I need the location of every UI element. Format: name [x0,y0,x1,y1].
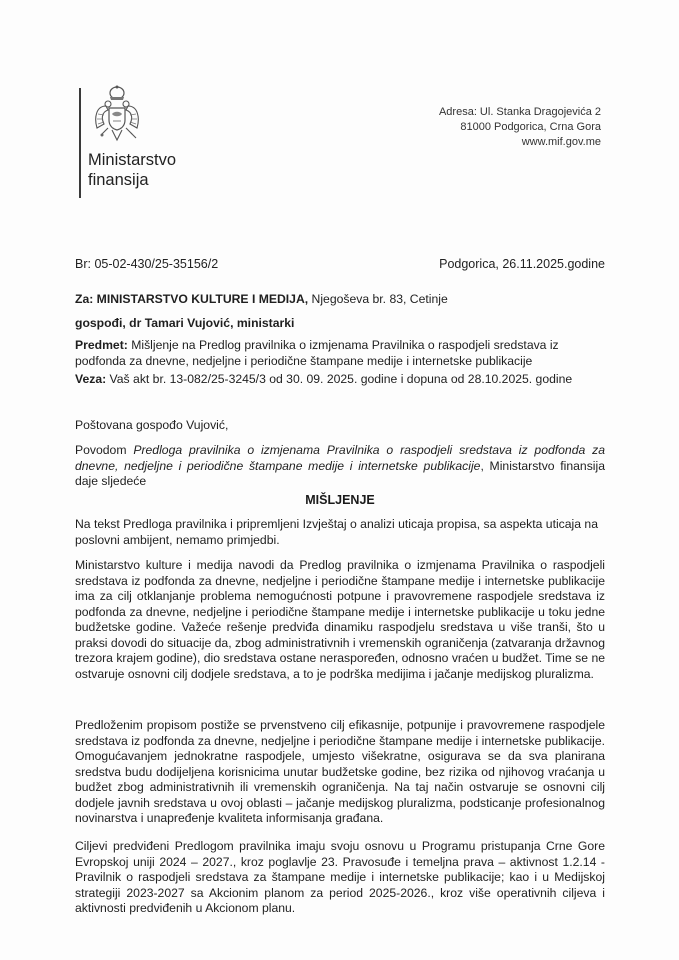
ministry-name-line1: Ministarstvo [88,151,177,169]
reference-link [75,372,605,388]
intro-paragraph [75,443,605,490]
subject-text: Mišljenje na Predlog pravilnika o izmjenama Pravilnika o raspodjeli sredstava iz podfonda za dnevne, nedjeljne i periodične štampane medije i internetske publikacije [75,338,559,368]
paragraph-3: Predloženim propisom postiže se prvenstveno cilj efikasnije, potpunije i pravovremene raspodjele sredstava iz podfonda za dnevne, nedjeljne i periodične štampane medije i internetske publikacije. Omogućavanjem jednokratne raspodjele, umjesto višekratne, osigurava se da sva planirana sredstva budu dodijeljena korisnicima unutar budžetske godine, bez rizika od njihovog vraćanja u budžet zbog administrativnih ili vremenskih ograničenja. Na taj način ostvaruje se osnovni cilj dodjele javnih sredstava u ovoj oblasti – jačanje medijskog pluralizma, podsticanje profesionalnog novinarstva i unapređenje kvaliteta informisanja građana. [75,718,605,825]
recipient-address: Njegoševa br. 83, Cetinje [308,292,448,306]
link-text: Vaš akt br. 13-082/25-3245/3 od 30. 09. 2025. godine i dopuna od 28.10.2025. godine [106,372,573,386]
address-street: Adresa: Ul. Stanka Dragojevića 2 [438,106,601,118]
letterhead-vertical-rule [79,88,81,198]
coat-of-arms-icon [92,84,142,148]
salutation: Poštovana gospođo Vujović, [75,418,229,432]
subject-label: Predmet: [75,338,128,352]
address-city: 81000 Podgorica, Crna Gora [460,121,601,133]
ministry-name-line2: finansija [88,171,149,189]
recipient-person: gospođi, dr Tamari Vujović, ministarki [75,316,295,330]
reference-number: Br: 05-02-430/25-35156/2 [75,257,219,271]
link-label: Veza: [75,372,107,386]
intro-prefix: Povodom [75,443,134,457]
ministry-name [88,150,176,190]
address-website: www.mif.gov.me [521,136,601,148]
opinion-title: MIŠLJENJE [305,493,375,507]
recipient-organization: MINISTARSTVO KULTURE I MEDIJA, [96,292,309,306]
recipient-label: Za: [75,292,94,306]
intro-suffix: , Ministarstvo finansija daje sljedeće [75,458,605,488]
ministry-address [439,105,601,150]
place-date: Podgorica, 26.11.2025.godine [439,257,605,271]
paragraph-4: Ciljevi predviđeni Predlogom pravilnika imaju svoju osnovu u Programu pristupanja Crne Gore Evropskoj uniji 2024 – 2027., kroz poglavlje 23. Pravosuđe i temeljna prava – aktivnost 1.2.14 - Pravilnik o raspodjeli sredstava za štampane medije i internetske publikacije; kao i u Medijskoj strategiji 2023-2027 sa Akcionim planom za period 2025-2026., kroz više operativnih ciljeva i aktivnosti predviđenih u Akcionom planu. [75,839,605,915]
paragraph-2: Ministarstvo kulture i medija navodi da Predlog pravilnika o izmjenama Pravilnika o raspodjeli sredstava iz podfonda za dnevne, nedjeljne i periodične štampane medije i internetske publikacije ima za cilj otklanjanje problema nemogućnosti potpune i pravovremene raspodjele sredstava iz podfonda za dnevne, nedjeljne i periodične štampane medije i internetske publikacije u toku jedne budžetske godine. Važeće rešenje predviđa dinamiku raspodjelu sredstava u više tranši, što u praksi dovodi do situacije da, zbog administrativnih i vremenskih ograničenja (zatvaranja državnog trezora krajem godine), dio sredstava ostane neraspoređen, odnosno vraćen u budžet. Time se ne ostvaruje osnovni cilj dodjele sredstava, a to je podrška medijima i jačanje medijskog pluralizma. [75,558,605,681]
reference-line [75,257,605,271]
recipient-line [75,292,605,308]
intro-italic: Predloga pravilnika o izmjenama Pravilnika o raspodjeli sredstava iz podfonda za dnevne, nedjeljne i periodične štampane medije i internetske publikacije [75,443,605,473]
paragraph-1: Na tekst Predloga pravilnika i pripremljeni Izvještaj o analizi uticaja propisa, sa aspekta uticaja na poslovni ambijent, nemamo primjedbi. [75,517,598,547]
subject [75,338,605,369]
